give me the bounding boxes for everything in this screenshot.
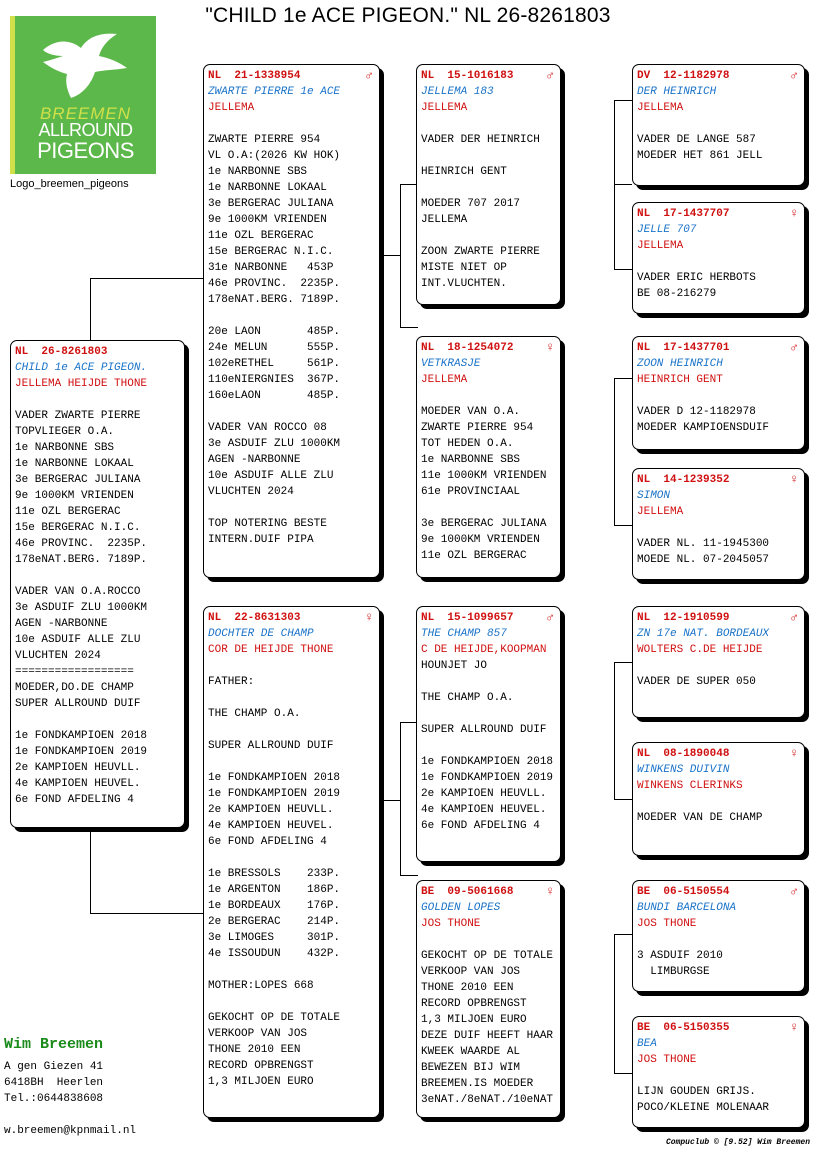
logo-text-breemen: BREEMEN xyxy=(39,104,132,123)
note-line: KWEEK WAARDE AL xyxy=(421,1046,521,1058)
note-line: 11e OZL BERGERAC xyxy=(421,550,527,562)
note-line xyxy=(15,568,180,584)
logo-text-allround: ALLROUND xyxy=(38,120,133,140)
note-line xyxy=(421,500,556,516)
note-line: VADER VAN ROCCO 08 xyxy=(208,422,327,434)
breeder-name: JELLEMA xyxy=(421,374,468,386)
note-line xyxy=(208,754,375,770)
note-line: ZWARTE PIERRE 954 xyxy=(208,134,321,146)
note-line: VLUCHTEN 2024 xyxy=(15,650,101,662)
note-line: 11e OZL BERGERAC xyxy=(208,230,314,242)
note-line: VADER ERIC HERBOTS xyxy=(637,272,756,284)
pigeon-notes xyxy=(421,132,556,292)
note-line: RECORD OPBRENGST xyxy=(421,998,527,1010)
note-line: VADER NL. 11-1945300 xyxy=(637,538,770,550)
card-sss[interactable] xyxy=(632,64,805,186)
note-line: MOEDER 707 2017 xyxy=(421,198,521,210)
pigeon-name: JELLE 707 xyxy=(637,224,697,236)
note-line: 2e KAMPIOEN HEUVLL. xyxy=(421,788,547,800)
ring-number: BE 06-5150554 xyxy=(637,886,730,898)
note-line: 3e BERGERAC JULIANA xyxy=(208,198,334,210)
male-icon: ♂ xyxy=(790,884,798,899)
pigeon-name: DER HEINRICH xyxy=(637,86,717,98)
note-line: 160eLAON 485P. xyxy=(208,390,341,402)
note-line: 1e ARGENTON 186P. xyxy=(208,884,341,896)
pigeon-name: THE CHAMP 857 xyxy=(421,628,507,640)
note-line: 3 ASDUIF 2010 xyxy=(637,950,723,962)
pigeon-notes xyxy=(637,132,800,164)
note-line: 1e NARBONNE SBS xyxy=(208,166,308,178)
pigeon-name: CHILD 1e ACE PIGEON. xyxy=(15,362,148,374)
note-line xyxy=(421,228,556,244)
note-line: 3e ASDUIF ZLU 1000KM xyxy=(15,602,148,614)
card-sire[interactable] xyxy=(203,64,380,578)
note-line: 1,3 MILJOEN EURO xyxy=(421,1014,527,1026)
note-line: 4e KAMPIOEN HEUVEL. xyxy=(15,778,141,790)
note-line: RECORD OPBRENGST xyxy=(208,1060,314,1072)
note-line: 3eNAT./8eNAT./10eNAT xyxy=(421,1094,554,1106)
note-line: 3e LIMOGES 301P. xyxy=(208,932,341,944)
note-line: ZWARTE PIERRE 954 xyxy=(421,422,534,434)
female-icon: ♀ xyxy=(790,746,798,761)
breeder-name: JOS THONE xyxy=(637,918,697,930)
note-line: 15e BERGERAC N.I.C. xyxy=(15,522,141,534)
note-line xyxy=(421,180,556,196)
note-line: THONE 2010 EEN xyxy=(208,1044,301,1056)
note-line xyxy=(208,850,375,866)
note-line: 9e 1000KM VRIENDEN xyxy=(421,534,540,546)
male-icon: ♂ xyxy=(790,68,798,83)
note-line: 24e MELUN 555P. xyxy=(208,342,341,354)
note-line: HOUNJET JO xyxy=(421,660,488,672)
pigeon-notes xyxy=(208,674,375,1090)
connector-sire-stub xyxy=(380,255,401,256)
note-line: TOT HEDEN O.A. xyxy=(421,438,514,450)
note-line: FATHER: xyxy=(208,676,255,688)
breeder-name: JELLEMA HEIJDE THONE xyxy=(15,378,148,390)
note-line: 2e KAMPIOEN HEUVLL. xyxy=(15,762,141,774)
note-line: 1e FONDKAMPIOEN 2018 xyxy=(421,756,554,768)
female-icon: ♀ xyxy=(790,472,798,487)
note-line: 3e ASDUIF ZLU 1000KM xyxy=(208,438,341,450)
note-line: 15e BERGERAC N.I.C. xyxy=(208,246,334,258)
pigeon-name: JELLEMA 183 xyxy=(421,86,494,98)
note-line: 61e PROVINCIAAL xyxy=(421,486,521,498)
pigeon-notes xyxy=(637,1084,800,1116)
note-line xyxy=(208,690,375,706)
female-icon: ♀ xyxy=(790,1020,798,1035)
card-sire-sire[interactable] xyxy=(416,64,561,305)
ring-number: NL 21-1338954 xyxy=(208,70,301,82)
note-line xyxy=(421,706,556,722)
card-dam-dam[interactable] xyxy=(416,880,561,1118)
note-line: MOEDER VAN DE CHAMP xyxy=(637,812,763,824)
pigeon-notes xyxy=(637,270,800,302)
note-line: LIJN GOUDEN GRIJS. xyxy=(637,1086,756,1098)
note-line: MOEDE NL. 07-2045057 xyxy=(637,554,770,566)
connector-dd-v xyxy=(614,934,633,1074)
note-line: 4e KAMPIOEN HEUVEL. xyxy=(421,804,547,816)
note-line: VADER VAN O.A.ROCCO xyxy=(15,586,141,598)
ring-number: NL 17-1437701 xyxy=(637,342,730,354)
male-icon: ♂ xyxy=(790,610,798,625)
note-line: 4e ISSOUDUN 432P. xyxy=(208,948,341,960)
note-line: 11e OZL BERGERAC xyxy=(15,506,121,518)
note-line: VERKOOP VAN JOS xyxy=(421,966,521,978)
note-line: 11e 1000KM VRIENDEN xyxy=(421,470,547,482)
pigeon-notes xyxy=(637,404,800,436)
note-line: SUPER ALLROUND DUIF xyxy=(208,740,334,752)
copyright: Compuclub © [9.52] Wim Breemen xyxy=(665,1138,810,1147)
pigeon-name: VETKRASJE xyxy=(421,358,481,370)
pigeon-notes xyxy=(421,948,556,1108)
card-dds[interactable] xyxy=(632,880,805,992)
note-line: INT.VLUCHTEN. xyxy=(421,278,507,290)
note-line xyxy=(421,148,556,164)
logo-text-pigeons: PIGEONS xyxy=(37,138,134,163)
male-icon: ♂ xyxy=(546,68,554,83)
card-subject[interactable] xyxy=(10,340,185,828)
owner-name: Wim Breemen xyxy=(4,1036,104,1053)
connector-ds-v xyxy=(614,662,633,800)
ring-number: BE 06-5150355 xyxy=(637,1022,730,1034)
note-line xyxy=(208,308,375,324)
note-line: VL O.A:(2026 KW HOK) xyxy=(208,150,341,162)
note-line: 1e NARBONNE SBS xyxy=(15,442,115,454)
note-line: VADER DER HEINRICH xyxy=(421,134,540,146)
ring-number: NL 15-1099657 xyxy=(421,612,514,624)
note-line: MOEDER,DO.DE CHAMP xyxy=(15,682,134,694)
note-line: MOEDER HET 861 JELL xyxy=(637,150,763,162)
note-line: POCO/KLEINE MOLENAAR xyxy=(637,1102,770,1114)
note-line: THONE 2010 EEN xyxy=(421,982,514,994)
pigeon-notes xyxy=(637,674,800,690)
pigeon-notes xyxy=(421,658,556,834)
pigeon-name: SIMON xyxy=(637,490,671,502)
note-line: VLUCHTEN 2024 xyxy=(208,486,294,498)
note-line: DEZE DUIF HEEFT HAAR xyxy=(421,1030,554,1042)
breeder-name: JELLEMA xyxy=(637,102,684,114)
note-line: MISTE NIET OP xyxy=(421,262,507,274)
note-line xyxy=(208,404,375,420)
breeder-name: C DE HEIJDE,KOOPMAN xyxy=(421,644,547,656)
breeder-name: JOS THONE xyxy=(637,1054,697,1066)
female-icon: ♀ xyxy=(546,340,554,355)
pigeon-notes xyxy=(15,408,180,808)
note-line: 1e FONDKAMPIOEN 2018 xyxy=(15,730,148,742)
note-line: VADER DE LANGE 587 xyxy=(637,134,756,146)
card-sds[interactable] xyxy=(632,336,805,450)
note-line: BE 08-216279 xyxy=(637,288,717,300)
card-dam-sire[interactable] xyxy=(416,606,561,862)
pigeon-name: ZOON HEINRICH xyxy=(637,358,723,370)
connector-sd-v xyxy=(614,378,633,526)
pigeon-name: ZWARTE PIERRE 1e ACE xyxy=(208,86,341,98)
note-line: 31e NARBONNE 453P xyxy=(208,262,334,274)
card-sdd[interactable] xyxy=(632,468,805,580)
note-line: 3e BERGERAC JULIANA xyxy=(15,474,141,486)
note-line: MOTHER:LOPES 668 xyxy=(208,980,314,992)
logo xyxy=(10,16,156,174)
address-city: 6418BH Heerlen xyxy=(4,1077,104,1089)
note-line: AGEN -NARBONNE xyxy=(15,618,108,630)
ring-number: NL 12-1910599 xyxy=(637,612,730,624)
note-line: 2e KAMPIOEN HEUVLL. xyxy=(208,804,334,816)
breeder-name: JELLEMA xyxy=(637,506,684,518)
note-line: 3e BERGERAC JULIANA xyxy=(421,518,547,530)
note-line: SUPER ALLROUND DUIF xyxy=(15,698,141,710)
note-line: ================== xyxy=(15,666,134,678)
pigeon-notes xyxy=(421,404,556,564)
note-line: 178eNAT.BERG. 7189P. xyxy=(15,554,148,566)
note-line xyxy=(208,500,375,516)
note-line: 1e BORDEAUX 176P. xyxy=(208,900,341,912)
card-dss[interactable] xyxy=(632,606,805,718)
address-street: A gen Giezen 41 xyxy=(4,1061,104,1073)
note-line xyxy=(421,738,556,754)
pigeon-notes xyxy=(208,132,375,548)
note-line: SUPER ALLROUND DUIF xyxy=(421,724,547,736)
note-line: VADER D 12-1182978 xyxy=(637,406,756,418)
female-icon: ♀ xyxy=(790,206,798,221)
note-line: TOPVLIEGER O.A. xyxy=(15,426,115,438)
ring-number: NL 08-1890048 xyxy=(637,748,730,760)
ring-number: NL 17-1437707 xyxy=(637,208,730,220)
breeder-name: HEINRICH GENT xyxy=(637,374,723,386)
breeder-name: WINKENS CLERINKS xyxy=(637,780,743,792)
card-dsd[interactable] xyxy=(632,742,805,856)
note-line: 9e 1000KM VRIENDEN xyxy=(15,490,134,502)
note-line xyxy=(15,712,180,728)
breeder-name: JELLEMA xyxy=(637,240,684,252)
note-line: 20e LAON 485P. xyxy=(208,326,341,338)
ring-number: NL 26-8261803 xyxy=(15,346,108,358)
note-line: GEKOCHT OP DE TOTALE xyxy=(208,1012,341,1024)
breeder-name: COR DE HEIJDE THONE xyxy=(208,644,334,656)
page-title: "CHILD 1e ACE PIGEON." NL 26-8261803 xyxy=(205,4,611,27)
note-line: 178eNAT.BERG. 7189P. xyxy=(208,294,341,306)
note-line: VADER ZWARTE PIERRE xyxy=(15,410,141,422)
note-line: MOEDER VAN O.A. xyxy=(421,406,521,418)
note-line: 6e FOND AFDELING 4 xyxy=(208,836,327,848)
pigeon-name: ZN 17e NAT. BORDEAUX xyxy=(637,628,770,640)
pigeon-name: WINKENS DUIVIN xyxy=(637,764,730,776)
pigeon-notes xyxy=(637,948,800,980)
note-line xyxy=(421,674,556,690)
note-line: 6e FOND AFDELING 4 xyxy=(15,794,134,806)
note-line: AGEN -NARBONNE xyxy=(208,454,301,466)
note-line: 1e NARBONNE SBS xyxy=(421,454,521,466)
ring-number: NL 14-1239352 xyxy=(637,474,730,486)
note-line: 1e NARBONNE LOKAAL xyxy=(208,182,327,194)
card-sire-dam[interactable] xyxy=(416,336,561,578)
pigeon-icon xyxy=(37,28,133,106)
note-line: THE CHAMP O.A. xyxy=(421,692,514,704)
breeder-name: JELLEMA xyxy=(421,102,468,114)
note-line: VERKOOP VAN JOS xyxy=(208,1028,308,1040)
male-icon: ♂ xyxy=(790,340,798,355)
note-line: VADER DE SUPER 050 xyxy=(637,676,756,688)
pigeon-name: DOCHTER DE CHAMP xyxy=(208,628,314,640)
note-line xyxy=(208,962,375,978)
note-line: 46e PROVINC. 2235P. xyxy=(208,278,341,290)
breeder-name: WOLTERS C.DE HEIJDE xyxy=(637,644,763,656)
card-ssd[interactable] xyxy=(632,202,805,314)
female-icon: ♀ xyxy=(546,884,554,899)
connector-ss-v xyxy=(614,100,633,270)
note-line: THE CHAMP O.A. xyxy=(208,708,301,720)
note-line xyxy=(208,722,375,738)
ring-number: BE 09-5061668 xyxy=(421,886,514,898)
logo-caption: Logo_breemen_pigeons xyxy=(10,178,129,190)
note-line: 10e ASDUIF ALLE ZLU xyxy=(15,634,141,646)
ring-number: NL 15-1016183 xyxy=(421,70,514,82)
note-line: 1e FONDKAMPIOEN 2019 xyxy=(421,772,554,784)
note-line: GEKOCHT OP DE TOTALE xyxy=(421,950,554,962)
note-line: 102eRETHEL 561P. xyxy=(208,358,341,370)
note-line: HEINRICH GENT xyxy=(421,166,507,178)
note-line xyxy=(208,994,375,1010)
note-line: 46e PROVINC. 2235P. xyxy=(15,538,148,550)
note-line: INTERN.DUIF PIPA xyxy=(208,534,314,546)
owner-address xyxy=(4,1059,103,1107)
ring-number: NL 18-1254072 xyxy=(421,342,514,354)
note-line: BREEMEN.IS MOEDER xyxy=(421,1078,534,1090)
ring-number: DV 12-1182978 xyxy=(637,70,730,82)
pigeon-name: BEA xyxy=(637,1038,657,1050)
card-ddd[interactable] xyxy=(632,1016,805,1128)
note-line: 6e FOND AFDELING 4 xyxy=(421,820,540,832)
female-icon: ♀ xyxy=(365,610,373,625)
note-line: BEWEZEN BIJ WIM xyxy=(421,1062,521,1074)
note-line: 1e FONDKAMPIOEN 2019 xyxy=(208,788,341,800)
note-line: 1e BRESSOLS 233P. xyxy=(208,868,341,880)
note-line: MOEDER KAMPIOENSDUIF xyxy=(637,422,770,434)
note-line: 110eNIERGNIES 367P. xyxy=(208,374,341,386)
note-line: 1e NARBONNE LOKAAL xyxy=(15,458,134,470)
note-line: ZOON ZWARTE PIERRE xyxy=(421,246,540,258)
note-line: JELLEMA xyxy=(421,214,468,226)
ring-number: NL 22-8631303 xyxy=(208,612,301,624)
pigeon-name: GOLDEN LOPES xyxy=(421,902,501,914)
owner-email[interactable]: w.breemen@kpnmail.nl xyxy=(4,1125,137,1137)
note-line: 10e ASDUIF ALLE ZLU xyxy=(208,470,334,482)
note-line: 9e 1000KM VRIENDEN xyxy=(208,214,327,226)
pigeon-notes xyxy=(637,536,800,568)
card-dam[interactable] xyxy=(203,606,380,1118)
pigeon-notes xyxy=(637,810,800,826)
breeder-name: JELLEMA xyxy=(208,102,255,114)
connector-dam-stub xyxy=(380,800,401,801)
note-line: 1,3 MILJOEN EURO xyxy=(208,1076,314,1088)
note-line: 2e BERGERAC 214P. xyxy=(208,916,341,928)
pigeon-name: BUNDI BARCELONA xyxy=(637,902,737,914)
note-line: TOP NOTERING BESTE xyxy=(208,518,327,530)
male-icon: ♂ xyxy=(546,610,554,625)
note-line: 1e FONDKAMPIOEN 2018 xyxy=(208,772,341,784)
breeder-name: JOS THONE xyxy=(421,918,481,930)
note-line: 1e FONDKAMPIOEN 2019 xyxy=(15,746,148,758)
note-line: LIMBURGSE xyxy=(637,966,710,978)
address-phone: Tel.:0644838608 xyxy=(4,1093,104,1105)
male-icon: ♂ xyxy=(365,68,373,83)
note-line: 4e KAMPIOEN HEUVEL. xyxy=(208,820,334,832)
